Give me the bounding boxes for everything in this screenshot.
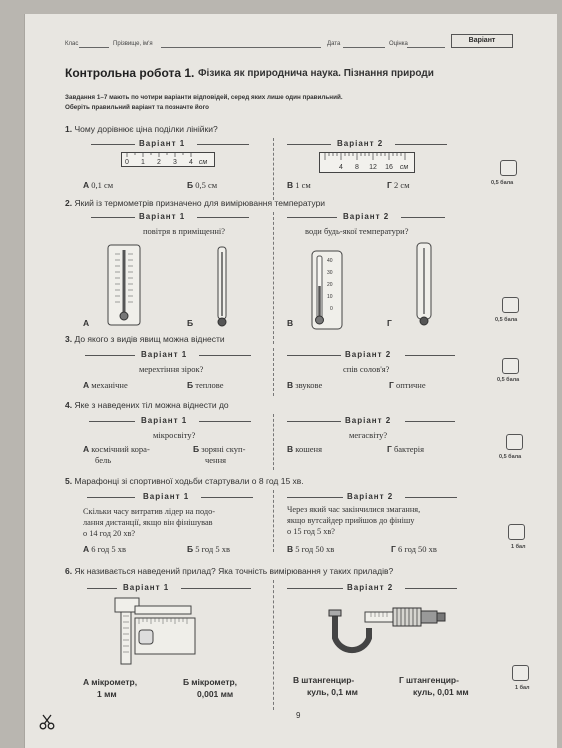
surname-field[interactable]	[161, 47, 321, 48]
ruler-variant2	[319, 152, 415, 174]
q4-option-a[interactable]: А космічний кора- бель	[83, 444, 150, 465]
q6-answer-box[interactable]	[512, 665, 529, 681]
q6-variant1-heading: Варіант 1	[123, 583, 170, 592]
q1-variant1-heading: Варіант 1	[139, 139, 186, 148]
q3-variant2-subtext: спів солов'я?	[343, 364, 390, 374]
ruler-variant1	[121, 152, 215, 168]
q4-variant1-subtext: мікросвіту?	[153, 430, 196, 440]
q3-variant1-heading: Варіант 1	[141, 350, 188, 359]
ruler1-tick-3: 3	[173, 159, 177, 166]
ruler1-tick-1: 1	[141, 159, 145, 166]
q4-variant2-heading: Варіант 2	[345, 416, 392, 425]
q5-points: 1 бал	[511, 544, 526, 550]
ruler2-unit: см	[399, 164, 409, 171]
scale-10: 10	[327, 294, 333, 300]
variant-box[interactable]: Варіант	[451, 34, 513, 48]
q4-option-b[interactable]: Б зоряні скуп- чення	[193, 444, 246, 465]
question-3: 3. До якого з видів явищ можна віднести	[65, 334, 225, 344]
q4-points: 0,5 бала	[499, 454, 522, 460]
q4-variant2-subtext: мегасвіту?	[349, 430, 388, 440]
q5-option-v[interactable]: В 5 год 50 хв	[287, 544, 335, 554]
q5-variant1-text: Скільки часу витратив лідер на подо- лання дистанції, якщо він фінішував о 14 год 20 хв?	[83, 507, 216, 538]
q2-variant2-subtext: води будь-якої температури?	[305, 226, 409, 236]
q3-variant2-heading: Варіант 2	[345, 350, 392, 359]
q3-answer-box[interactable]	[502, 358, 519, 374]
q1-points: 0,5 бала	[491, 180, 514, 186]
q3-option-v[interactable]: В звукове	[287, 380, 323, 390]
q6-option-g[interactable]: Г штангенцир- куль, 0,01 мм	[399, 675, 469, 697]
q3-option-b[interactable]: Б теплове	[187, 380, 224, 390]
q2-variant1-heading: Варіант 1	[139, 212, 186, 221]
micrometer-icon	[321, 604, 451, 656]
q5-variant1-heading: Варіант 1	[143, 492, 190, 501]
q2-option-b[interactable]: Б	[187, 318, 194, 328]
page-subtitle: Фізика як природнича наука. Пізнання природи	[198, 68, 434, 79]
q2-variant1-subtext: повітря в приміщенні?	[143, 226, 226, 236]
q3-option-a[interactable]: А механічне	[83, 380, 128, 390]
caliper-icon	[109, 596, 199, 668]
instructions-line2: Оберіть правильний варіант та позначте його	[65, 104, 209, 111]
q2-option-g[interactable]: Г	[387, 318, 392, 328]
ruler2-tick-4: 4	[339, 164, 343, 171]
q3-points: 0,5 бала	[497, 377, 520, 383]
thermometer-g-icon	[415, 242, 433, 328]
class-field[interactable]	[79, 47, 109, 48]
question-6: 6. Як називається наведений прилад? Яка точність вимірювання у таких приладів?	[65, 566, 394, 576]
q4-variant1-heading: Варіант 1	[141, 416, 188, 425]
instructions-line1: Завдання 1–7 мають по чотири варіанти відповідей, серед яких лише один правильний.	[65, 94, 343, 101]
scale-20: 20	[327, 282, 333, 288]
q1-option-b[interactable]: Б 0,5 см	[187, 180, 218, 190]
q6-option-a[interactable]: А мікрометр, 1 мм	[83, 677, 138, 699]
question-2: 2. Який із термометрів призначено для вимірювання температури	[65, 198, 326, 208]
thermometer-v-icon	[311, 250, 343, 330]
q4-option-v[interactable]: В кошеня	[287, 444, 322, 454]
q2-points: 0,5 бала	[495, 317, 518, 323]
scale-0: 0	[330, 306, 333, 312]
q6-points: 1 бал	[515, 685, 530, 691]
q5-option-a[interactable]: А 6 год 5 хв	[83, 544, 127, 554]
thermometer-b-icon	[215, 246, 229, 328]
q6-option-b[interactable]: Б мікрометр, 0,001 мм	[183, 677, 238, 699]
q1-variant2-heading: Варіант 2	[337, 139, 384, 148]
ruler1-tick-2: 2	[157, 159, 161, 166]
page-title: Контрольна робота 1.	[65, 66, 195, 80]
q1-option-g[interactable]: Г 2 см	[387, 180, 410, 190]
q5-option-b[interactable]: Б 5 год 5 хв	[187, 544, 230, 554]
class-label: Клас	[65, 41, 79, 47]
question-5: 5. Марафонці зі спортивної ходьби стартували о 8 год 15 хв.	[65, 476, 304, 486]
q4-answer-box[interactable]	[506, 434, 523, 450]
q1-answer-box[interactable]	[500, 160, 517, 176]
q1-option-v[interactable]: В 1 см	[287, 180, 311, 190]
date-field[interactable]	[343, 47, 385, 48]
ruler2-tick-8: 8	[355, 164, 359, 171]
q2-variant2-heading: Варіант 2	[343, 212, 390, 221]
q6-variant2-heading: Варіант 2	[347, 583, 394, 592]
ruler1-tick-4: 4	[189, 159, 193, 166]
q5-option-g[interactable]: Г 6 год 50 хв	[391, 544, 437, 554]
q2-answer-box[interactable]	[502, 297, 519, 313]
q5-answer-box[interactable]	[508, 524, 525, 540]
q5-variant2-heading: Варіант 2	[347, 492, 394, 501]
ruler1-unit: см	[198, 159, 208, 166]
ruler1-tick-0: 0	[125, 159, 129, 166]
q2-option-v[interactable]: В	[287, 318, 294, 328]
page-number: 9	[296, 711, 301, 720]
ruler2-tick-12: 12	[369, 164, 377, 171]
scissors-icon	[39, 714, 55, 730]
thermometer-a-icon	[107, 244, 141, 326]
worksheet-page	[24, 14, 557, 748]
question-4: 4. Яке з наведених тіл можна віднести до	[65, 400, 229, 410]
question-1: 1. Чому дорівнює ціна поділки лінійки?	[65, 124, 218, 134]
q2-option-a[interactable]: А	[83, 318, 90, 328]
grade-field[interactable]	[407, 47, 445, 48]
q4-option-g[interactable]: Г бактерія	[387, 444, 425, 454]
date-label: Дата	[327, 41, 341, 47]
surname-label: Прізвище, ім'я	[113, 41, 153, 47]
scale-30: 30	[327, 270, 333, 276]
q5-variant2-text: Через який час закінчилися змагання, якщо вутсайдер прийшов до фінішу о 15 год 5 хв?	[287, 505, 421, 536]
q1-option-a[interactable]: А 0,1 см	[83, 180, 114, 190]
q6-option-v[interactable]: В штангенцир- куль, 0,1 мм	[293, 675, 358, 697]
scale-40: 40	[327, 258, 333, 264]
q3-variant1-subtext: мерехтіння зірок?	[139, 364, 204, 374]
q3-option-g[interactable]: Г оптичне	[389, 380, 426, 390]
ruler2-tick-16: 16	[385, 164, 393, 171]
grade-label: Оцінка	[389, 41, 408, 47]
